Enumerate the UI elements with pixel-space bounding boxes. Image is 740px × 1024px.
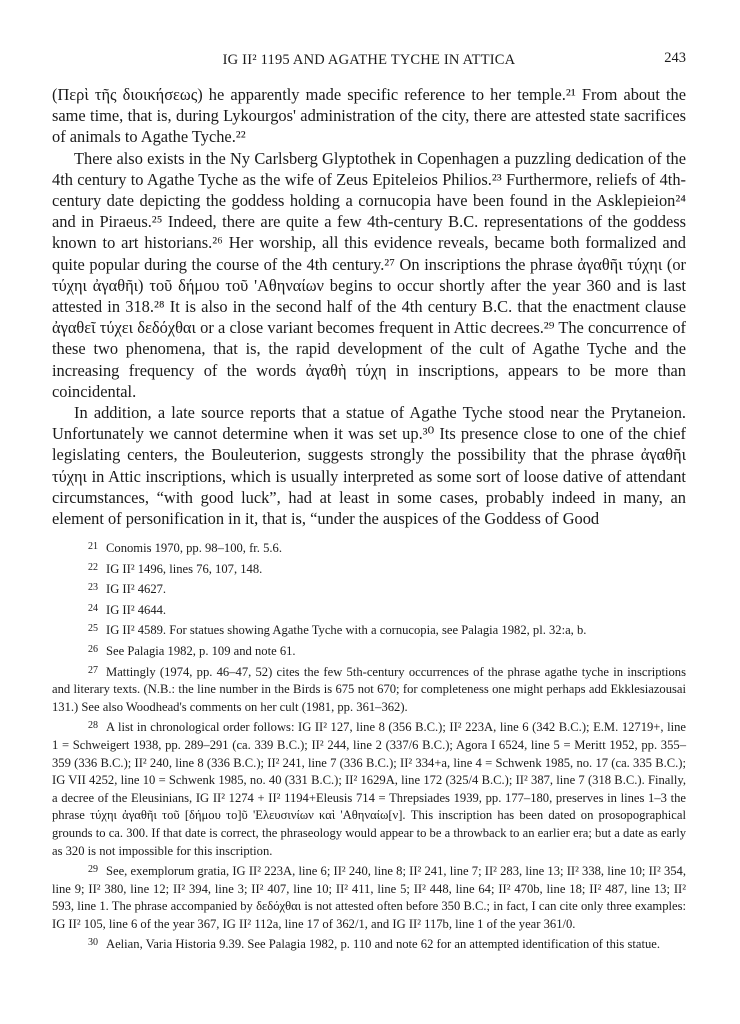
paragraph: (Περὶ τῆς διοικήσεως) he apparently made specific reference to her temple.²¹ From about the same time, that is, during Lykourgos' administration of the city, there are attested state sacrifices of animals to Agathe Tyche.²² — [52, 85, 686, 147]
footnote — [52, 559, 686, 579]
footnote-text: Conomis 1970, pp. 98–100, fr. 5.6. — [106, 541, 282, 555]
footnote-text: See, exemplorum gratia, IG II² 223A, line 6; II² 240, line 8; II² 241, line 7; II² 283, line 13; II² 338, line 10; II² 354, line 9; II² 380, line 12; II² 394, line 3; II² 407, line 10; II² 411, line 5; II² 448, line 64; II² 470b, line 18; II² 487, line 13; II² 593, line 1. The phrase accompanied by δεδόχθαι is not attested often before 350 B.C.; in fact, I can cite only three examples: IG II² 105, line 6 of the year 367, IG II² 112a, line 17 of 362/1, and IG II² 117b, line 1 of the year 361/0. — [52, 864, 686, 931]
footnote — [52, 662, 686, 717]
main-text — [52, 84, 686, 529]
footnote-number: 23 — [88, 582, 98, 594]
footnote-text: A list in chronological order follows: IG II² 127, line 8 (356 B.C.); II² 223A, line 6 (342 B.C.); E.M. 12719+, line 1 = Schweigert 1938, pp. 289–291 (ca. 339 B.C.); II² 244, line 2 (337/6 B.C.); Agora I 6524, line 5 = Meritt 1952, pp. 355–359 (336 B.C.); II² 240, line 8 (336 B.C.); II² 241, line 7 (336 B.C.); II² 334+a, line 4 = Schwenk 1985, no. 17 (ca. 335 B.C.); IG VII 4252, line 10 = Schwenk 1985, no. 40 (331 B.C.); II² 1629A, line 172 (325/4 B.C.); II² 387, line 7 (318 B.C.). Finally, a decree of the Eleusinians, IG II² 1274 + II² 1194+Eleusis 714 = Threpsiades 1939, pp. 177–180, preserves in lines 1–3 the phrase τύχηι ἀγαθῆι τοῦ [δήμου το]ῦ 'Ελευσινίων καὶ 'Αθηναίω[ν]. This inscription has been dated on prosopographical grounds to ca. 300. If that date is correct, the phraseology would appear to be a throwback to an earlier era; but a date as early as 320 is not impossible for this inscription. — [52, 720, 686, 858]
footnote-number: 29 — [88, 864, 98, 876]
footnote-number: 21 — [88, 541, 98, 552]
footnote-number: 22 — [88, 561, 98, 573]
paragraph: In addition, a late source reports that a statue of Agathe Tyche stood near the Prytaneion. Unfortunately we cannot determine when it was set up.³⁰ Its presence close to one of the chief legislating centers, the Bouleuterion, suggests strongly the possibility that the phrase ἀγαθῆι τύχηι in Attic inscriptions, which is usually interpreted as some sort of loose dative of attendant circumstances, “with good luck”, had at least in some cases, probably indeed in many, an element of personification in it, that is, “under the auspices of the Goddess of Good — [52, 403, 686, 529]
footnote-number: 26 — [88, 643, 98, 655]
footnote-text: IG II² 4644. — [106, 602, 167, 617]
footnote-number: 27 — [88, 664, 98, 676]
footnote — [52, 620, 686, 640]
footnote — [52, 538, 686, 558]
footnote — [52, 717, 686, 860]
footnote-number: 25 — [88, 623, 98, 635]
footnotes — [52, 538, 686, 955]
footnote-text: IG II² 4627. — [106, 582, 167, 597]
running-head: IG II² 1195 AND AGATHE TYCHE IN ATTICA — [222, 52, 516, 68]
footnote-number: 24 — [88, 602, 98, 614]
footnote-text: Aelian, Varia Historia 9.39. See Palagia 1982, p. 110 and note 62 for an attempted identification of this statue. — [106, 937, 660, 952]
footnote — [52, 600, 686, 620]
footnote — [52, 861, 686, 933]
paragraph: There also exists in the Ny Carlsberg Glyptothek in Copenhagen a puzzling dedication of the 4th century to Agathe Tyche as the wife of Zeus Epiteleios Philios.²³ Furthermore, reliefs of 4th-century date depicting the goddess holding a cornucopia have been found in the Asklepieion²⁴ and in Piraeus.²⁵ Indeed, there are quite a few 4th-century B.C. representations of the goddess known to art historians.²⁶ Her worship, all this evidence reveals, became both formalized and quite popular during the course of the 4th century.²⁷ On inscriptions the phrase ἀγαθῆι τύχηι (or τύχηι ἀγαθῆι) τοῦ δήμου τοῦ 'Αθηναίων begins to occur shortly after the year 360 and is last attested in 318.²⁸ It is also in the second half of the 4th century B.C. that the enactment clause ἀγαθεῖ τύχει δεδόχθαι or a close variant becomes frequent in Attic decrees.²⁹ The concurrence of these two phenomena, that is, the rapid development of the cult of Agathe Tyche and the increasing frequency of the words ἀγαθὴ τύχη in inscriptions, appears to be more than coincidental. — [52, 148, 686, 401]
footnote-text: IG II² 1496, lines 76, 107, 148. — [106, 561, 263, 576]
page-number: 243 — [664, 50, 686, 66]
footnote — [52, 934, 686, 954]
footnote-text: IG II² 4589. For statues showing Agathe Tyche with a cornucopia, see Palagia 1982, pl. 32:a, b. — [106, 623, 587, 638]
footnote-number: 28 — [88, 720, 98, 732]
footnote-text: See Palagia 1982, p. 109 and note 61. — [106, 643, 296, 658]
footnote-number: 30 — [88, 937, 98, 949]
footnote — [52, 641, 686, 661]
page-header — [52, 52, 686, 74]
footnote-text: Mattingly (1974, pp. 46–47, 52) cites the few 5th-century occurrences of the phrase agathe tyche in inscriptions and literary texts. (N.B.: the line number in the Birds is 675 not 670; for completeness one might perhaps add Ekklesiazousai 131.) See also Woodhead's comments on her cult (1981, pp. 361–362). — [52, 664, 686, 714]
footnote — [52, 579, 686, 599]
